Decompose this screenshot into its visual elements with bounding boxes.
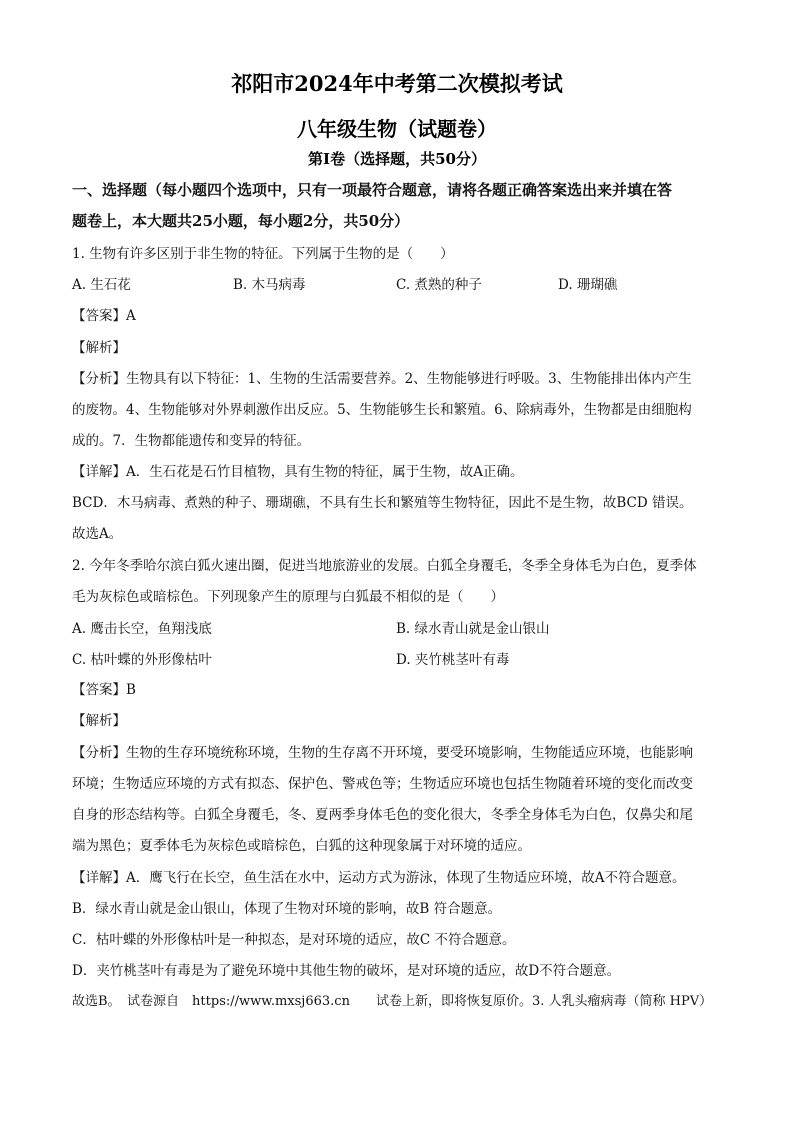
q2-analysis-line-4: 端为黑色；夏季体毛为灰棕色或暗棕色，白狐的这种现象属于对环境的适应。 bbox=[72, 838, 531, 854]
q2-detail-line-2: B．绿水青山就是金山银山，体现了生物对环境的影响，故B 符合题意。 bbox=[72, 901, 502, 917]
q2-stem-line-1: 2. 今年冬季哈尔滨白狐火速出圈，促进当地旅游业的发展。白狐全身覆毛，冬季全身体毛为白色，夏季体 bbox=[72, 558, 697, 574]
q2-stem-line-2: 毛为灰棕色或暗棕色。下列现象产生的原理与白狐最不相似的是（ ） bbox=[72, 589, 504, 605]
q2-analysis-line-2: 环境；生物适应环境的方式有拟态、保护色、警戒色等；生物适应环境也包括生物随着环境的变化而改变 bbox=[72, 776, 693, 792]
q1-analysis-label: 【解析】 bbox=[72, 340, 126, 356]
q2-option-c: C. 枯叶蝶的外形像枯叶 bbox=[72, 652, 212, 668]
exam-subtitle: 八年级生物（试题卷） bbox=[297, 117, 497, 141]
q1-detail-line-3: 故选A。 bbox=[72, 526, 123, 542]
q2-option-d: D. 夹竹桃茎叶有毒 bbox=[396, 652, 510, 668]
q1-analysis-line-1: 【分析】生物具有以下特征：1、生物的生活需要营养。2、生物能够进行呼吸。3、生物能排出体内产生 bbox=[72, 371, 692, 387]
q2-option-b: B. 绿水青山就是金山银山 bbox=[396, 621, 550, 637]
q1-option-c: C. 煮熟的种子 bbox=[396, 277, 482, 293]
q1-option-d: D. 珊瑚礁 bbox=[558, 277, 618, 293]
q2-analysis-line-3: 自身的形态结构等。白狐全身覆毛，冬、夏两季身体毛色的变化很大，冬季全身体毛为白色，仅鼻尖和尾 bbox=[72, 807, 693, 823]
q1-answer: 【答案】A bbox=[72, 308, 136, 324]
section-instruction-line-1: 一、选择题（每小题四个选项中，只有一项最符合题意，请将各题正确答案选出来并填在答 bbox=[72, 181, 673, 199]
q1-option-a: A. 生石花 bbox=[72, 277, 131, 293]
q1-detail-line-2: BCD．木马病毒、煮熟的种子、珊瑚礁，不具有生长和繁殖等生物特征，因此不是生物，故BCD 错误。 bbox=[72, 495, 693, 511]
q1-option-b: B. 木马病毒 bbox=[233, 277, 306, 293]
part-heading: 第Ⅰ卷（选择题，共50分） bbox=[308, 150, 486, 168]
q2-analysis-label: 【解析】 bbox=[72, 713, 126, 729]
q1-analysis-line-3: 成的。7．生物都能遗传和变异的特征。 bbox=[72, 433, 311, 449]
q2-option-a: A. 鹰击长空，鱼翔浅底 bbox=[72, 621, 212, 637]
section-instruction-line-2: 题卷上，本大题共25小题，每小题2分，共50分） bbox=[72, 212, 410, 230]
q1-analysis-line-2: 的废物。4、生物能够对外界刺激作出反应。5、生物能够生长和繁殖。6、除病毒外，生物都是由细胞构 bbox=[72, 402, 692, 418]
q2-answer: 【答案】B bbox=[72, 682, 136, 698]
q1-stem: 1. 生物有许多区别于非生物的特征。下列属于生物的是（ ） bbox=[72, 246, 454, 262]
q2-detail-line-4: D．夹竹桃茎叶有毒是为了避免环境中其他生物的破坏，是对环境的适应，故D不符合题意。 bbox=[72, 963, 621, 979]
q1-detail-line-1: 【详解】A．生石花是石竹目植物，具有生物的特征，属于生物，故A正确。 bbox=[72, 464, 524, 480]
q2-detail-line-3: C．枯叶蝶的外形像枯叶是一种拟态，是对环境的适应，故C 不符合题意。 bbox=[72, 932, 516, 948]
q2-detail-line-5: 故选B。 试卷源自 https://www.mxsj663.cn 试卷上新，即将恢复原价。3. 人乳头瘤病毒（简称 HPV） bbox=[72, 994, 713, 1009]
q2-analysis-line-1: 【分析】生物的生存环境统称环境，生物的生存离不开环境，要受环境影响，生物能适应环境，也能影响 bbox=[72, 745, 693, 761]
q2-detail-line-1: 【详解】A．鹰飞行在长空，鱼生活在水中，运动方式为游泳，体现了生物适应环境，故A不符合题意。 bbox=[72, 870, 686, 886]
exam-title: 祁阳市2024年中考第二次模拟考试 bbox=[231, 71, 563, 96]
